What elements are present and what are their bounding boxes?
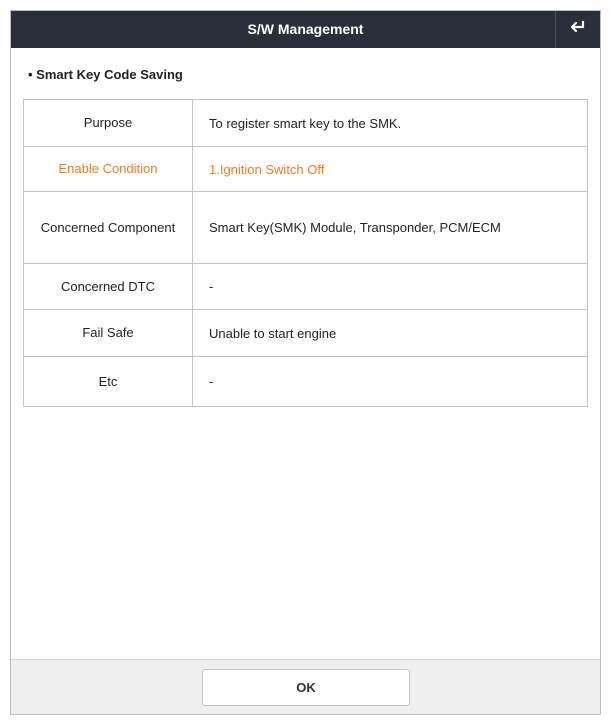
row-label: Enable Condition	[24, 147, 193, 192]
table-row	[24, 147, 588, 192]
row-label: Etc	[24, 357, 193, 407]
row-value: 1.Ignition Switch Off	[193, 147, 588, 192]
row-label: Fail Safe	[24, 310, 193, 357]
section-heading: • Smart Key Code Saving	[28, 67, 183, 82]
row-value: -	[193, 357, 588, 407]
row-value: -	[193, 264, 588, 310]
sw-management-dialog	[10, 10, 601, 715]
row-label: Concerned Component	[24, 192, 193, 264]
info-table	[23, 99, 588, 407]
title-bar	[11, 11, 600, 48]
row-value: Smart Key(SMK) Module, Transponder, PCM/ECM	[193, 192, 588, 264]
table-row	[24, 310, 588, 357]
table-row	[24, 192, 588, 264]
row-label: Purpose	[24, 100, 193, 147]
row-value: To register smart key to the SMK.	[193, 100, 588, 147]
row-label: Concerned DTC	[24, 264, 193, 310]
row-value: Unable to start engine	[193, 310, 588, 357]
table-row	[24, 100, 588, 147]
ok-button[interactable]: OK	[202, 669, 410, 706]
return-arrow-icon	[569, 20, 587, 39]
back-button[interactable]	[555, 11, 600, 48]
table-row	[24, 264, 588, 310]
table-row	[24, 357, 588, 407]
dialog-footer	[11, 659, 600, 714]
window-title: S/W Management	[247, 21, 364, 37]
